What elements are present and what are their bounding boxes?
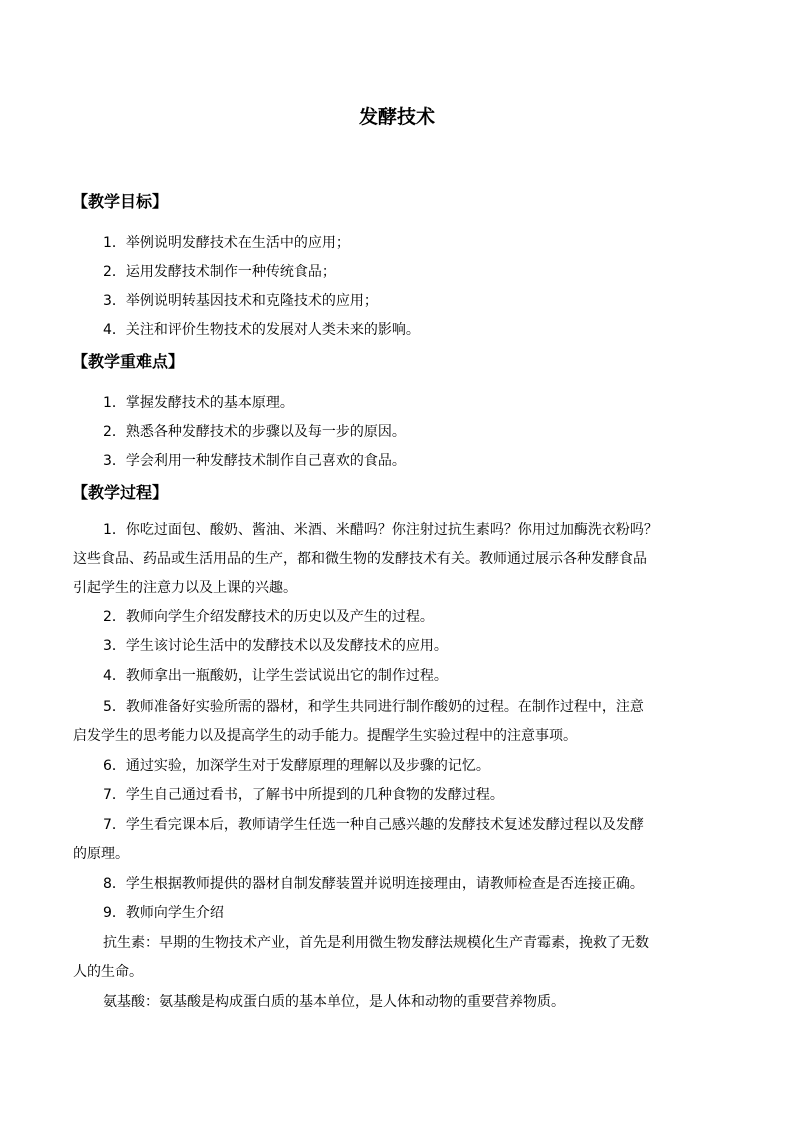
process-line: 7．学生自己通过看书，了解书中所提到的几种食物的发酵过程。 bbox=[103, 787, 504, 803]
process-line: 5．教师准备好实验所需的器材，和学生共同进行制作酸奶的过程。在制作过程中，注意 bbox=[103, 699, 644, 715]
objective-item: 1．举例说明发酵技术在生活中的应用； bbox=[103, 235, 350, 251]
process-line: 人的生命。 bbox=[73, 964, 143, 980]
process-line: 7．学生看完课本后，教师请学生任选一种自己感兴趣的发酵技术复述发酵过程以及发酵 bbox=[103, 817, 644, 833]
section-heading-key-points: 【教学重难点】 bbox=[72, 352, 185, 371]
process-line: 2．教师向学生介绍发酵技术的历史以及产生的过程。 bbox=[103, 609, 434, 625]
process-line: 6．通过实验，加深学生对于发酵原理的理解以及步骤的记忆。 bbox=[103, 758, 490, 774]
process-line: 的原理。 bbox=[73, 846, 129, 862]
process-line: 氨基酸：氨基酸是构成蛋白质的基本单位，是人体和动物的重要营养物质。 bbox=[103, 994, 565, 1010]
process-line: 1．你吃过面包、酸奶、酱油、米酒、米醋吗？你注射过抗生素吗？你用过加酶洗衣粉吗？ bbox=[103, 522, 658, 538]
key-point-item: 3．学会利用一种发酵技术制作自己喜欢的食品。 bbox=[103, 453, 406, 469]
objective-item: 3．举例说明转基因技术和克隆技术的应用； bbox=[103, 293, 378, 309]
process-line: 启发学生的思考能力以及提高学生的动手能力。提醒学生实验过程中的注意事项。 bbox=[73, 728, 577, 744]
process-line: 这些食品、药品或生活用品的生产，都和微生物的发酵技术有关。教师通过展示各种发酵食品 bbox=[73, 551, 647, 567]
objective-item: 4．关注和评价生物技术的发展对人类未来的影响。 bbox=[103, 322, 420, 338]
section-heading-objectives: 【教学目标】 bbox=[72, 192, 169, 211]
process-line: 4．教师拿出一瓶酸奶，让学生尝试说出它的制作过程。 bbox=[103, 668, 448, 684]
process-line: 8．学生根据教师提供的器材自制发酵装置并说明连接理由，请教师检查是否连接正确。 bbox=[103, 876, 644, 892]
document-title: 发酵技术 bbox=[358, 106, 435, 128]
process-line: 引起学生的注意力以及上课的兴趣。 bbox=[73, 580, 297, 596]
section-heading-process: 【教学过程】 bbox=[72, 483, 169, 502]
process-line: 9．教师向学生介绍 bbox=[103, 905, 224, 921]
key-point-item: 1．掌握发酵技术的基本原理。 bbox=[103, 395, 294, 411]
objective-item: 2．运用发酵技术制作一种传统食品； bbox=[103, 264, 336, 280]
key-point-item: 2．熟悉各种发酵技术的步骤以及每一步的原因。 bbox=[103, 424, 406, 440]
process-line: 抗生素：早期的生物技术产业，首先是利用微生物发酵法规模化生产青霉素，挽救了无数 bbox=[103, 935, 649, 951]
process-line: 3．学生该讨论生活中的发酵技术以及发酵技术的应用。 bbox=[103, 638, 448, 654]
